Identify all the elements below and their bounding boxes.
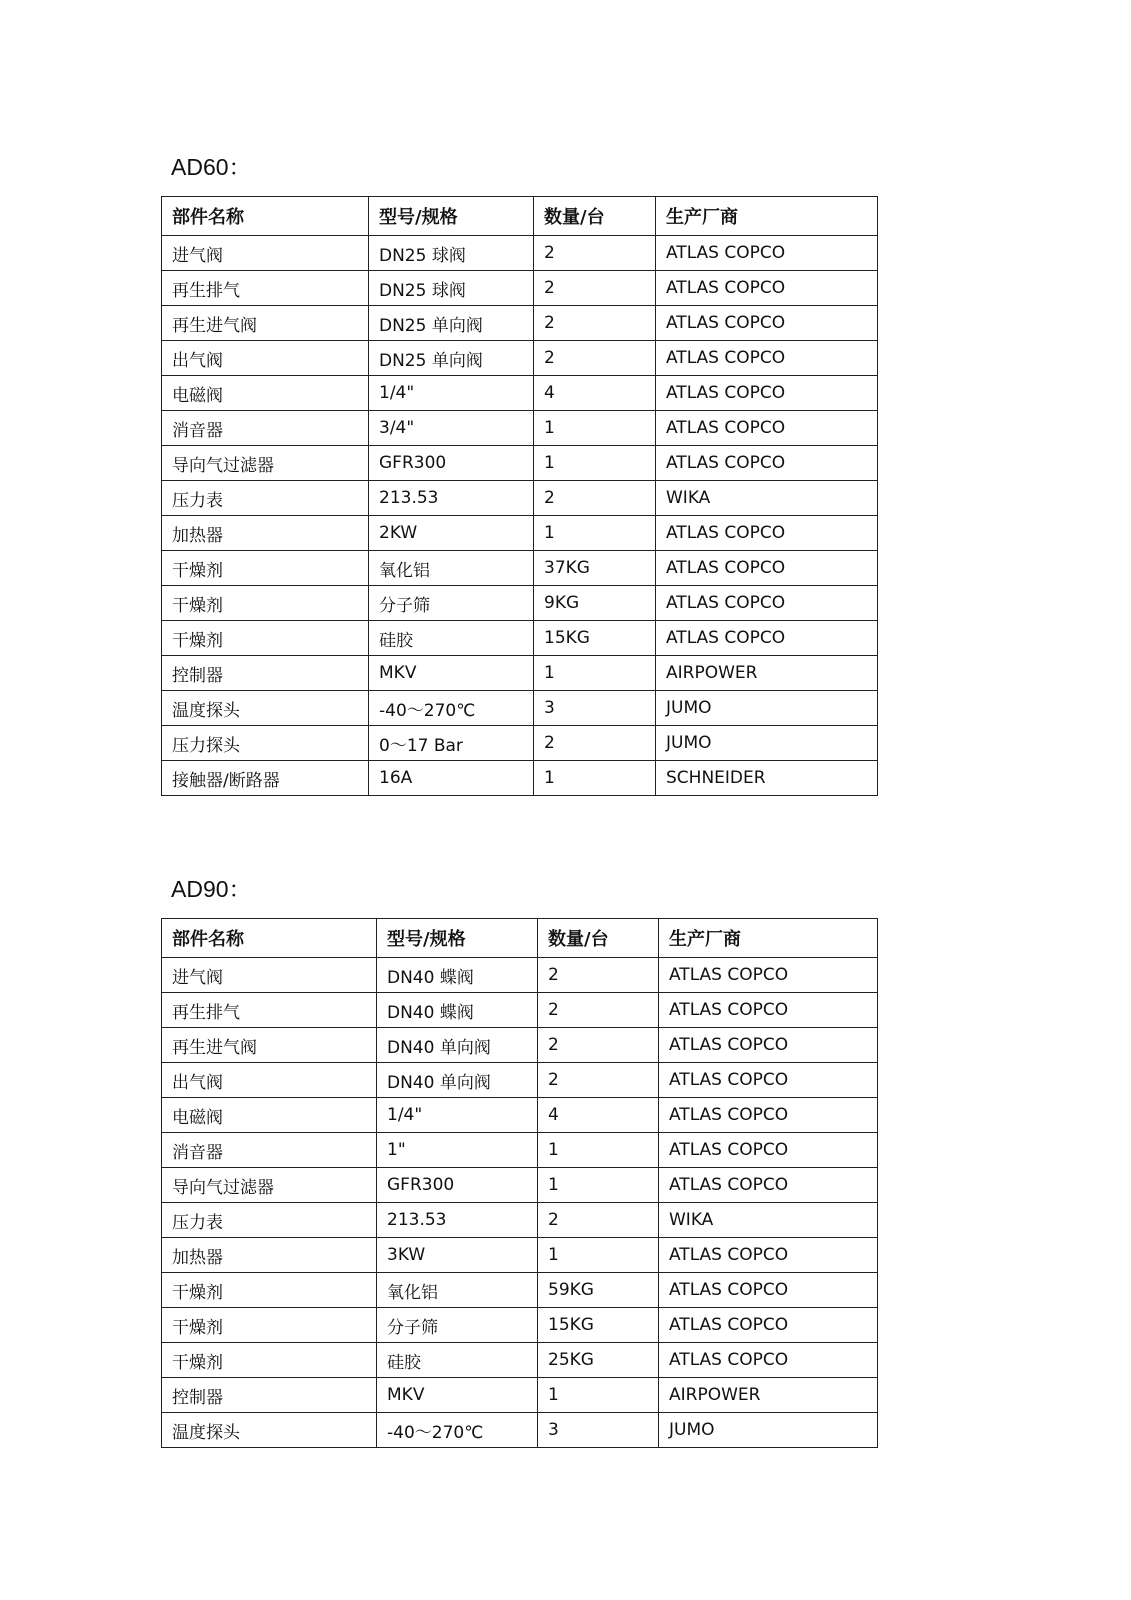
cell-manufacturer: WIKA — [659, 1203, 878, 1238]
cell-manufacturer: ATLAS COPCO — [656, 236, 878, 271]
table-row — [162, 411, 878, 446]
cell-manufacturer: JUMO — [659, 1413, 878, 1448]
cell-part-name: 电磁阀 — [162, 1098, 377, 1133]
table-row — [162, 993, 878, 1028]
cell-manufacturer: ATLAS COPCO — [659, 993, 878, 1028]
cell-manufacturer: ATLAS COPCO — [656, 411, 878, 446]
cell-part-name: 再生进气阀 — [162, 306, 369, 341]
cell-model-spec: DN25 球阀 — [369, 271, 534, 306]
table-row — [162, 376, 878, 411]
table-row — [162, 1098, 878, 1133]
header-quantity: 数量/台 — [534, 197, 656, 236]
cell-manufacturer: ATLAS COPCO — [659, 1273, 878, 1308]
cell-model-spec: -40～270℃ — [369, 691, 534, 726]
cell-model-spec: MKV — [377, 1378, 538, 1413]
cell-part-name: 进气阀 — [162, 958, 377, 993]
cell-manufacturer: ATLAS COPCO — [659, 1063, 878, 1098]
cell-quantity: 1 — [534, 516, 656, 551]
cell-quantity: 25KG — [538, 1343, 659, 1378]
cell-manufacturer: ATLAS COPCO — [659, 958, 878, 993]
cell-quantity: 1 — [538, 1378, 659, 1413]
cell-manufacturer: ATLAS COPCO — [656, 586, 878, 621]
cell-model-spec: 硅胶 — [377, 1343, 538, 1378]
cell-model-spec: -40～270℃ — [377, 1413, 538, 1448]
header-part-name: 部件名称 — [162, 197, 369, 236]
cell-model-spec: 1" — [377, 1133, 538, 1168]
cell-part-name: 温度探头 — [162, 1413, 377, 1448]
cell-part-name: 干燥剂 — [162, 1308, 377, 1343]
cell-part-name: 接触器/断路器 — [162, 761, 369, 796]
table-header-row — [162, 197, 878, 236]
cell-part-name: 干燥剂 — [162, 621, 369, 656]
cell-model-spec: 3/4" — [369, 411, 534, 446]
cell-quantity: 2 — [538, 958, 659, 993]
cell-manufacturer: ATLAS COPCO — [656, 516, 878, 551]
cell-quantity: 59KG — [538, 1273, 659, 1308]
table-row — [162, 586, 878, 621]
cell-part-name: 出气阀 — [162, 341, 369, 376]
cell-quantity: 1 — [534, 411, 656, 446]
cell-quantity: 2 — [534, 481, 656, 516]
cell-manufacturer: JUMO — [656, 691, 878, 726]
cell-part-name: 压力探头 — [162, 726, 369, 761]
cell-manufacturer: ATLAS COPCO — [656, 376, 878, 411]
parts-table-ad60 — [161, 196, 878, 796]
header-model-spec: 型号/规格 — [377, 919, 538, 958]
cell-part-name: 干燥剂 — [162, 1343, 377, 1378]
cell-part-name: 干燥剂 — [162, 1273, 377, 1308]
cell-manufacturer: ATLAS COPCO — [659, 1168, 878, 1203]
cell-model-spec: DN40 单向阀 — [377, 1028, 538, 1063]
cell-manufacturer: ATLAS COPCO — [659, 1098, 878, 1133]
table-row — [162, 341, 878, 376]
header-manufacturer: 生产厂商 — [659, 919, 878, 958]
header-manufacturer: 生产厂商 — [656, 197, 878, 236]
cell-quantity: 4 — [534, 376, 656, 411]
table-row — [162, 1168, 878, 1203]
cell-manufacturer: AIRPOWER — [659, 1378, 878, 1413]
cell-model-spec: GFR300 — [377, 1168, 538, 1203]
cell-part-name: 电磁阀 — [162, 376, 369, 411]
cell-quantity: 4 — [538, 1098, 659, 1133]
table-row — [162, 1273, 878, 1308]
cell-quantity: 37KG — [534, 551, 656, 586]
section-title-ad60: AD60： — [171, 154, 252, 180]
cell-manufacturer: ATLAS COPCO — [659, 1238, 878, 1273]
cell-part-name: 温度探头 — [162, 691, 369, 726]
cell-part-name: 加热器 — [162, 1238, 377, 1273]
cell-quantity: 2 — [534, 341, 656, 376]
cell-quantity: 1 — [534, 761, 656, 796]
table-row — [162, 958, 878, 993]
table-row — [162, 1413, 878, 1448]
table-row — [162, 761, 878, 796]
cell-manufacturer: JUMO — [656, 726, 878, 761]
cell-part-name: 进气阀 — [162, 236, 369, 271]
cell-model-spec: DN25 单向阀 — [369, 341, 534, 376]
cell-quantity: 1 — [534, 656, 656, 691]
table-row — [162, 656, 878, 691]
table-row — [162, 236, 878, 271]
table-row — [162, 1063, 878, 1098]
cell-model-spec: DN25 单向阀 — [369, 306, 534, 341]
header-model-spec: 型号/规格 — [369, 197, 534, 236]
cell-part-name: 控制器 — [162, 656, 369, 691]
cell-part-name: 再生排气 — [162, 993, 377, 1028]
cell-model-spec: 硅胶 — [369, 621, 534, 656]
cell-part-name: 加热器 — [162, 516, 369, 551]
cell-part-name: 压力表 — [162, 1203, 377, 1238]
cell-model-spec: DN25 球阀 — [369, 236, 534, 271]
cell-quantity: 2 — [534, 271, 656, 306]
cell-manufacturer: SCHNEIDER — [656, 761, 878, 796]
cell-manufacturer: ATLAS COPCO — [656, 621, 878, 656]
cell-model-spec: 213.53 — [369, 481, 534, 516]
cell-model-spec: MKV — [369, 656, 534, 691]
header-part-name: 部件名称 — [162, 919, 377, 958]
cell-quantity: 1 — [538, 1133, 659, 1168]
table-row — [162, 1203, 878, 1238]
table-row — [162, 306, 878, 341]
cell-manufacturer: AIRPOWER — [656, 656, 878, 691]
cell-quantity: 2 — [538, 1063, 659, 1098]
cell-manufacturer: ATLAS COPCO — [656, 551, 878, 586]
cell-part-name: 控制器 — [162, 1378, 377, 1413]
table-row — [162, 551, 878, 586]
table-row — [162, 1308, 878, 1343]
table-row — [162, 1238, 878, 1273]
cell-part-name: 导向气过滤器 — [162, 1168, 377, 1203]
cell-manufacturer: ATLAS COPCO — [656, 306, 878, 341]
cell-manufacturer: ATLAS COPCO — [656, 446, 878, 481]
table-header-row — [162, 919, 878, 958]
table-row — [162, 1133, 878, 1168]
cell-model-spec: DN40 蝶阀 — [377, 993, 538, 1028]
cell-manufacturer: WIKA — [656, 481, 878, 516]
table-row — [162, 446, 878, 481]
table-row — [162, 621, 878, 656]
cell-quantity: 3 — [534, 691, 656, 726]
table-row — [162, 691, 878, 726]
cell-quantity: 2 — [538, 993, 659, 1028]
table-row — [162, 1028, 878, 1063]
cell-quantity: 1 — [538, 1168, 659, 1203]
table-row — [162, 271, 878, 306]
cell-model-spec: 氧化铝 — [369, 551, 534, 586]
cell-quantity: 15KG — [534, 621, 656, 656]
cell-model-spec: DN40 蝶阀 — [377, 958, 538, 993]
cell-quantity: 2 — [534, 236, 656, 271]
cell-part-name: 压力表 — [162, 481, 369, 516]
cell-quantity: 2 — [538, 1028, 659, 1063]
table-row — [162, 1378, 878, 1413]
cell-part-name: 出气阀 — [162, 1063, 377, 1098]
cell-manufacturer: ATLAS COPCO — [659, 1028, 878, 1063]
cell-manufacturer: ATLAS COPCO — [659, 1343, 878, 1378]
cell-quantity: 1 — [534, 446, 656, 481]
cell-model-spec: 分子筛 — [369, 586, 534, 621]
table-row — [162, 1343, 878, 1378]
cell-model-spec: GFR300 — [369, 446, 534, 481]
parts-table-ad90 — [161, 918, 878, 1448]
header-quantity: 数量/台 — [538, 919, 659, 958]
table-row — [162, 481, 878, 516]
table-row — [162, 726, 878, 761]
cell-quantity: 3 — [538, 1413, 659, 1448]
cell-quantity: 2 — [538, 1203, 659, 1238]
cell-part-name: 导向气过滤器 — [162, 446, 369, 481]
cell-model-spec: 213.53 — [377, 1203, 538, 1238]
cell-quantity: 15KG — [538, 1308, 659, 1343]
cell-quantity: 2 — [534, 726, 656, 761]
cell-quantity: 2 — [534, 306, 656, 341]
cell-manufacturer: ATLAS COPCO — [656, 271, 878, 306]
cell-quantity: 9KG — [534, 586, 656, 621]
cell-part-name: 干燥剂 — [162, 586, 369, 621]
cell-model-spec: 1/4" — [369, 376, 534, 411]
cell-model-spec: 2KW — [369, 516, 534, 551]
section-title-ad90: AD90： — [171, 876, 252, 902]
cell-part-name: 干燥剂 — [162, 551, 369, 586]
cell-manufacturer: ATLAS COPCO — [659, 1308, 878, 1343]
cell-quantity: 1 — [538, 1238, 659, 1273]
cell-model-spec: 分子筛 — [377, 1308, 538, 1343]
cell-model-spec: 0～17 Bar — [369, 726, 534, 761]
cell-model-spec: DN40 单向阀 — [377, 1063, 538, 1098]
cell-part-name: 消音器 — [162, 1133, 377, 1168]
cell-model-spec: 3KW — [377, 1238, 538, 1273]
cell-model-spec: 16A — [369, 761, 534, 796]
cell-model-spec: 氧化铝 — [377, 1273, 538, 1308]
cell-manufacturer: ATLAS COPCO — [659, 1133, 878, 1168]
table-row — [162, 516, 878, 551]
cell-model-spec: 1/4" — [377, 1098, 538, 1133]
cell-manufacturer: ATLAS COPCO — [656, 341, 878, 376]
cell-part-name: 再生进气阀 — [162, 1028, 377, 1063]
cell-part-name: 消音器 — [162, 411, 369, 446]
cell-part-name: 再生排气 — [162, 271, 369, 306]
